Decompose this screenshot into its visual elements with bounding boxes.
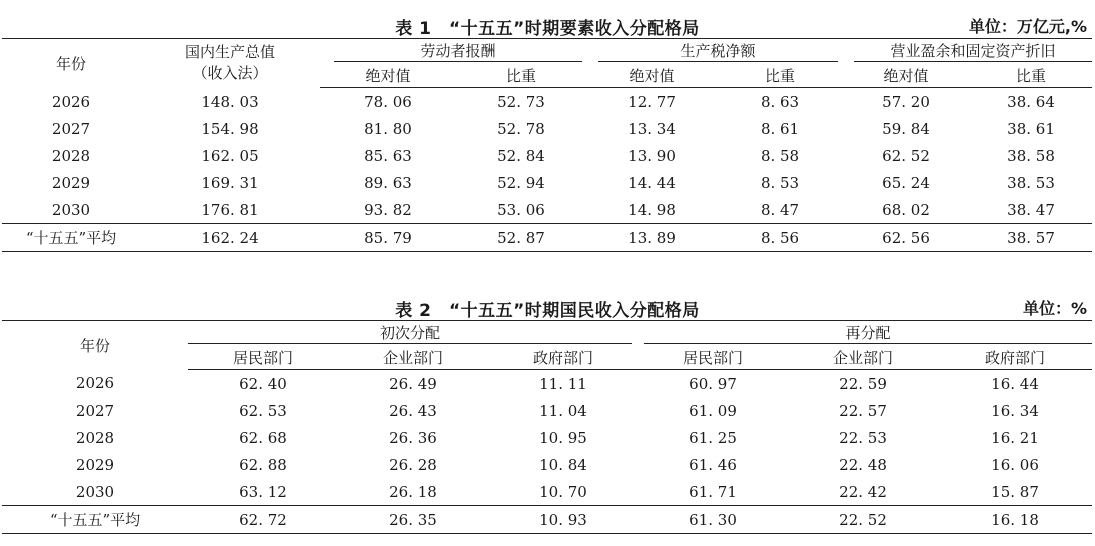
table2-title: 表 2 “十五五”时期国民收入分配格局 (395, 301, 700, 321)
table2-cell: 16. 44 (991, 374, 1039, 393)
table2-cell: 62. 40 (239, 374, 287, 393)
table1-cell: 78. 06 (364, 92, 412, 111)
table1-header-surplus-ratio: 比重 (970, 63, 1092, 88)
table2-cell: 2026 (75, 374, 115, 393)
table2-cell: 10. 70 (539, 482, 587, 501)
table1-cell: 8. 56 (718, 224, 842, 252)
table1-cell: 89. 63 (364, 173, 412, 192)
table1-row (2, 142, 1092, 169)
table2-row (2, 478, 1092, 506)
table1-row (2, 169, 1092, 196)
table1-cell: 85. 79 (320, 224, 456, 252)
table2-cell: 62. 53 (239, 401, 287, 420)
table2-cell: 62. 68 (239, 428, 287, 447)
table2-cell: 61. 71 (689, 482, 737, 501)
table2-header-redis-resident: 居民部门 (638, 345, 788, 370)
table2-cell: 61. 09 (689, 401, 737, 420)
table2 (2, 320, 1092, 534)
table1-cell: 38. 64 (1007, 92, 1055, 111)
table2-cell: 16. 18 (938, 506, 1092, 534)
table1-cell: 52. 84 (497, 146, 545, 165)
table1-cell: 169. 31 (201, 173, 259, 192)
table1-cell: 81. 80 (364, 119, 412, 138)
table1-row (2, 196, 1092, 224)
table2-cell: 26. 43 (389, 401, 437, 420)
table1-cell: 2028 (51, 146, 91, 165)
table2-cell: 10. 84 (539, 455, 587, 474)
table1-cell: 162. 24 (140, 224, 320, 252)
table1-cell: 52. 87 (456, 224, 586, 252)
table1-row (2, 115, 1092, 142)
table1-cell: 68. 02 (882, 200, 930, 219)
table1-avg-label: “十五五”平均 (2, 224, 140, 252)
table1-cell: 52. 78 (497, 119, 545, 138)
table1-cell: 38. 47 (1007, 200, 1055, 219)
table1-cell: 13. 34 (628, 119, 676, 138)
table2-cell: 16. 34 (991, 401, 1039, 420)
table2-row (2, 370, 1092, 398)
table2-cell: 26. 35 (338, 506, 488, 534)
table2-cell: 26. 49 (389, 374, 437, 393)
table1-cell: 93. 82 (364, 200, 412, 219)
table1-row (2, 88, 1092, 115)
table2-avg-label: “十五五”平均 (2, 506, 188, 534)
table2-cell: 22. 52 (788, 506, 938, 534)
table2-header-primary-enterprise: 企业部门 (338, 345, 488, 370)
table2-header-redistribution (638, 321, 1092, 346)
table2-block (0, 292, 1095, 534)
table2-cell: 11. 11 (539, 374, 587, 393)
table1-header-labor-ratio: 比重 (456, 63, 586, 88)
table2-header-primary-government: 政府部门 (488, 345, 638, 370)
table1-cell: 8. 53 (760, 173, 800, 192)
table1-cell: 12. 77 (628, 92, 676, 111)
table1-cell: 65. 24 (882, 173, 930, 192)
table2-cell: 61. 30 (638, 506, 788, 534)
table2-cell: 22. 53 (839, 428, 887, 447)
table2-cell: 16. 21 (991, 428, 1039, 447)
table1-header-year: 年份 (2, 39, 140, 88)
table1-cell: 53. 06 (497, 200, 545, 219)
table2-cell: 63. 12 (239, 482, 287, 501)
table2-cell: 26. 18 (389, 482, 437, 501)
table2-cell: 26. 28 (389, 455, 437, 474)
table2-header-redis-government: 政府部门 (938, 345, 1092, 370)
table1-cell: 57. 20 (882, 92, 930, 111)
table2-cell: 22. 42 (839, 482, 887, 501)
table1-cell: 148. 03 (201, 92, 259, 111)
table1-header-gdp-line2: （收入法） (192, 64, 268, 83)
table1-cell: 14. 44 (628, 173, 676, 192)
table2-cell: 2027 (75, 401, 115, 420)
table1-cell: 85. 63 (364, 146, 412, 165)
table1-cell: 162. 05 (201, 146, 259, 165)
table2-cell: 2029 (75, 455, 115, 474)
table1-header-gdp (140, 39, 320, 88)
table1-header-tax-label: 生产税净额 (598, 40, 838, 62)
table1-cell: 8. 58 (760, 146, 800, 165)
table2-cell: 61. 46 (689, 455, 737, 474)
table1-header-labor (320, 39, 586, 64)
table1-cell: 13. 89 (586, 224, 718, 252)
table1-cell: 154. 98 (201, 119, 259, 138)
table2-cell: 22. 57 (839, 401, 887, 420)
table2-cell: 15. 87 (991, 482, 1039, 501)
table2-cell: 2028 (75, 428, 115, 447)
table1 (2, 38, 1092, 252)
table2-header-redis-enterprise: 企业部门 (788, 345, 938, 370)
table1-cell: 38. 58 (1007, 146, 1055, 165)
table1-cell: 38. 61 (1007, 119, 1055, 138)
table1-header-labor-label: 劳动者报酬 (334, 40, 582, 62)
table1-header-surplus (842, 39, 1092, 64)
table1-average-row (2, 224, 1092, 252)
table2-header-year: 年份 (2, 321, 188, 370)
table1-header-labor-abs: 绝对值 (320, 63, 456, 88)
table1-header-tax-abs: 绝对值 (586, 63, 718, 88)
table2-header-primary (188, 321, 638, 346)
table2-unit: 单位：% (1022, 299, 1087, 318)
table2-header-redistribution-label: 再分配 (644, 322, 1092, 344)
table2-cell: 61. 25 (689, 428, 737, 447)
table2-average-row (2, 506, 1092, 534)
table1-cell: 2027 (51, 119, 91, 138)
table2-cell: 60. 97 (689, 374, 737, 393)
table2-cell: 22. 59 (839, 374, 887, 393)
table2-cell: 62. 88 (239, 455, 287, 474)
table1-cell: 2030 (51, 200, 91, 219)
table1-header-surplus-abs: 绝对值 (842, 63, 970, 88)
table1-block (0, 10, 1095, 252)
table2-cell: 26. 36 (389, 428, 437, 447)
table1-cell: 59. 84 (882, 119, 930, 138)
table1-cell: 52. 94 (497, 173, 545, 192)
table1-cell: 38. 53 (1007, 173, 1055, 192)
table1-cell: 2029 (51, 173, 91, 192)
table1-cell: 8. 63 (760, 92, 800, 111)
table1-cell: 8. 61 (760, 119, 800, 138)
table1-caption-row (0, 10, 1095, 38)
table1-header-tax (586, 39, 842, 64)
table1-cell: 52. 73 (497, 92, 545, 111)
table1-cell: 13. 90 (628, 146, 676, 165)
table1-cell: 14. 98 (628, 200, 676, 219)
table2-row (2, 424, 1092, 451)
table1-cell: 176. 81 (201, 200, 259, 219)
table2-cell: 11. 04 (539, 401, 587, 420)
table1-cell: 8. 47 (760, 200, 800, 219)
table2-cell: 62. 72 (188, 506, 338, 534)
table1-header-surplus-label: 营业盈余和固定资产折旧 (854, 40, 1092, 62)
table2-row (2, 397, 1092, 424)
table1-cell: 62. 52 (882, 146, 930, 165)
table1-header-gdp-line1: 国内生产总值 (184, 43, 275, 62)
table2-cell: 10. 95 (539, 428, 587, 447)
table2-header-primary-resident: 居民部门 (188, 345, 338, 370)
table2-cell: 10. 93 (488, 506, 638, 534)
table2-cell: 2030 (75, 482, 115, 501)
table1-cell: 38. 57 (970, 224, 1092, 252)
table1-cell: 2026 (51, 92, 91, 111)
table1-title: 表 1 “十五五”时期要素收入分配格局 (395, 19, 700, 39)
table1-unit: 单位：万亿元,% (968, 17, 1087, 36)
table2-cell: 22. 48 (839, 455, 887, 474)
table2-header-primary-label: 初次分配 (188, 322, 632, 344)
table2-cell: 16. 06 (991, 455, 1039, 474)
table2-row (2, 451, 1092, 478)
table1-header-tax-ratio: 比重 (718, 63, 842, 88)
table2-caption-row (0, 292, 1095, 320)
table1-cell: 62. 56 (842, 224, 970, 252)
